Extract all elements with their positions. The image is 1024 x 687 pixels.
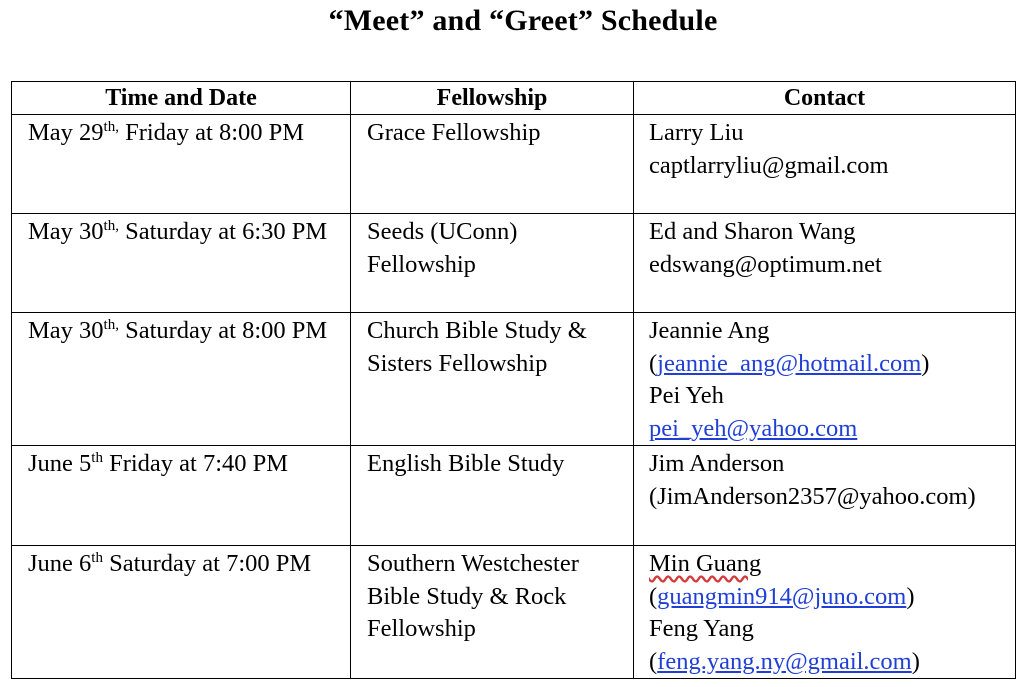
contact-line [649, 548, 1009, 581]
contact-line [649, 613, 1009, 646]
ordinal-suffix: th [91, 450, 103, 466]
fellowship-cell [351, 313, 634, 446]
paren-close: ) [906, 582, 915, 610]
contact-text: Ed and Sharon Wang [649, 218, 856, 245]
contact-cell [634, 214, 1016, 313]
table-row [12, 446, 1016, 546]
fellowship-cell [351, 546, 634, 679]
contact-text: Jeannie Ang [649, 317, 770, 344]
contact-line [649, 581, 1009, 614]
contact-text: Pei Yeh [649, 382, 724, 409]
contact-line [649, 117, 1009, 150]
contact-line [649, 216, 1009, 249]
schedule-table [11, 81, 1016, 679]
fellowship-cell [351, 214, 634, 313]
time-and-date-cell [12, 313, 351, 446]
time-date-text: May 30 [28, 317, 104, 344]
email-link[interactable]: jeannie_ang@hotmail.com [657, 349, 922, 377]
paren-open: ( [649, 349, 658, 377]
fellowship-name: English Bible Study [367, 450, 565, 477]
time-and-date-cell [12, 214, 351, 313]
contact-line [649, 481, 1009, 514]
fellowship-name: Grace Fellowship [367, 119, 541, 146]
email-link[interactable]: feng.yang.ny@gmail.com [657, 647, 912, 675]
ordinal-suffix: th, [103, 218, 119, 234]
page-title: “Meet” and “Greet” Schedule [328, 4, 718, 37]
paren-close: ) [921, 349, 930, 377]
header-contact: Contact [634, 82, 1016, 115]
ordinal-suffix: th, [103, 119, 119, 135]
time-and-date-cell [12, 115, 351, 214]
contact-text: (JimAnderson2357@yahoo.com) [649, 482, 976, 510]
header-time-and-date: Time and Date [12, 82, 351, 115]
contact-line [649, 448, 1009, 481]
paren-close: ) [911, 647, 920, 675]
contact-text: Larry Liu [649, 119, 744, 146]
contact-line [649, 646, 1009, 679]
header-row [12, 82, 1016, 115]
contact-cell [634, 115, 1016, 214]
contact-cell [634, 546, 1016, 679]
ordinal-suffix: th [91, 550, 103, 566]
time-date-text-rest: Saturday at 8:00 PM [118, 317, 328, 344]
contact-text: Feng Yang [649, 615, 754, 642]
time-date-text-rest: Friday at 8:00 PM [118, 119, 305, 146]
time-date-text-rest: Saturday at 7:00 PM [102, 550, 312, 577]
contact-cell [634, 446, 1016, 546]
contact-cell [634, 313, 1016, 446]
table-row [12, 546, 1016, 679]
contact-line [649, 413, 1009, 446]
contact-text: Jim Anderson [649, 450, 785, 477]
table-row [12, 115, 1016, 214]
time-date-text: May 30 [28, 218, 104, 245]
fellowship-name: Church Bible Study & Sisters Fellowship [367, 317, 587, 377]
time-and-date-cell [12, 446, 351, 546]
contact-text: captlarryliu@gmail.com [649, 151, 889, 179]
time-date-text: June 6 [28, 550, 92, 577]
time-date-text: May 29 [28, 119, 104, 146]
paren-open: ( [649, 582, 658, 610]
table-row [12, 313, 1016, 446]
fellowship-name: Southern Westchester Bible Study & Rock Fellowship [367, 550, 579, 642]
fellowship-cell [351, 115, 634, 214]
table-row [12, 214, 1016, 313]
fellowship-cell [351, 446, 634, 546]
contact-line [649, 380, 1009, 413]
header-fellowship: Fellowship [351, 82, 634, 115]
email-link[interactable]: guangmin914@juno.com [657, 582, 907, 610]
time-date-text-rest: Friday at 7:40 PM [102, 450, 289, 477]
ordinal-suffix: th, [103, 317, 119, 333]
contact-line [649, 348, 1009, 381]
time-date-text: June 5 [28, 450, 92, 477]
time-date-text-rest: Saturday at 6:30 PM [118, 218, 328, 245]
paren-open: ( [649, 647, 658, 675]
contact-line [649, 150, 1009, 183]
contact-text: Min Guang [649, 550, 762, 577]
contact-line [649, 315, 1009, 348]
email-link[interactable]: pei_yeh@yahoo.com [649, 414, 858, 442]
contact-line [649, 249, 1009, 282]
time-and-date-cell [12, 546, 351, 679]
fellowship-name: Seeds (UConn) Fellowship [367, 218, 518, 278]
contact-text: edswang@optimum.net [649, 250, 882, 278]
